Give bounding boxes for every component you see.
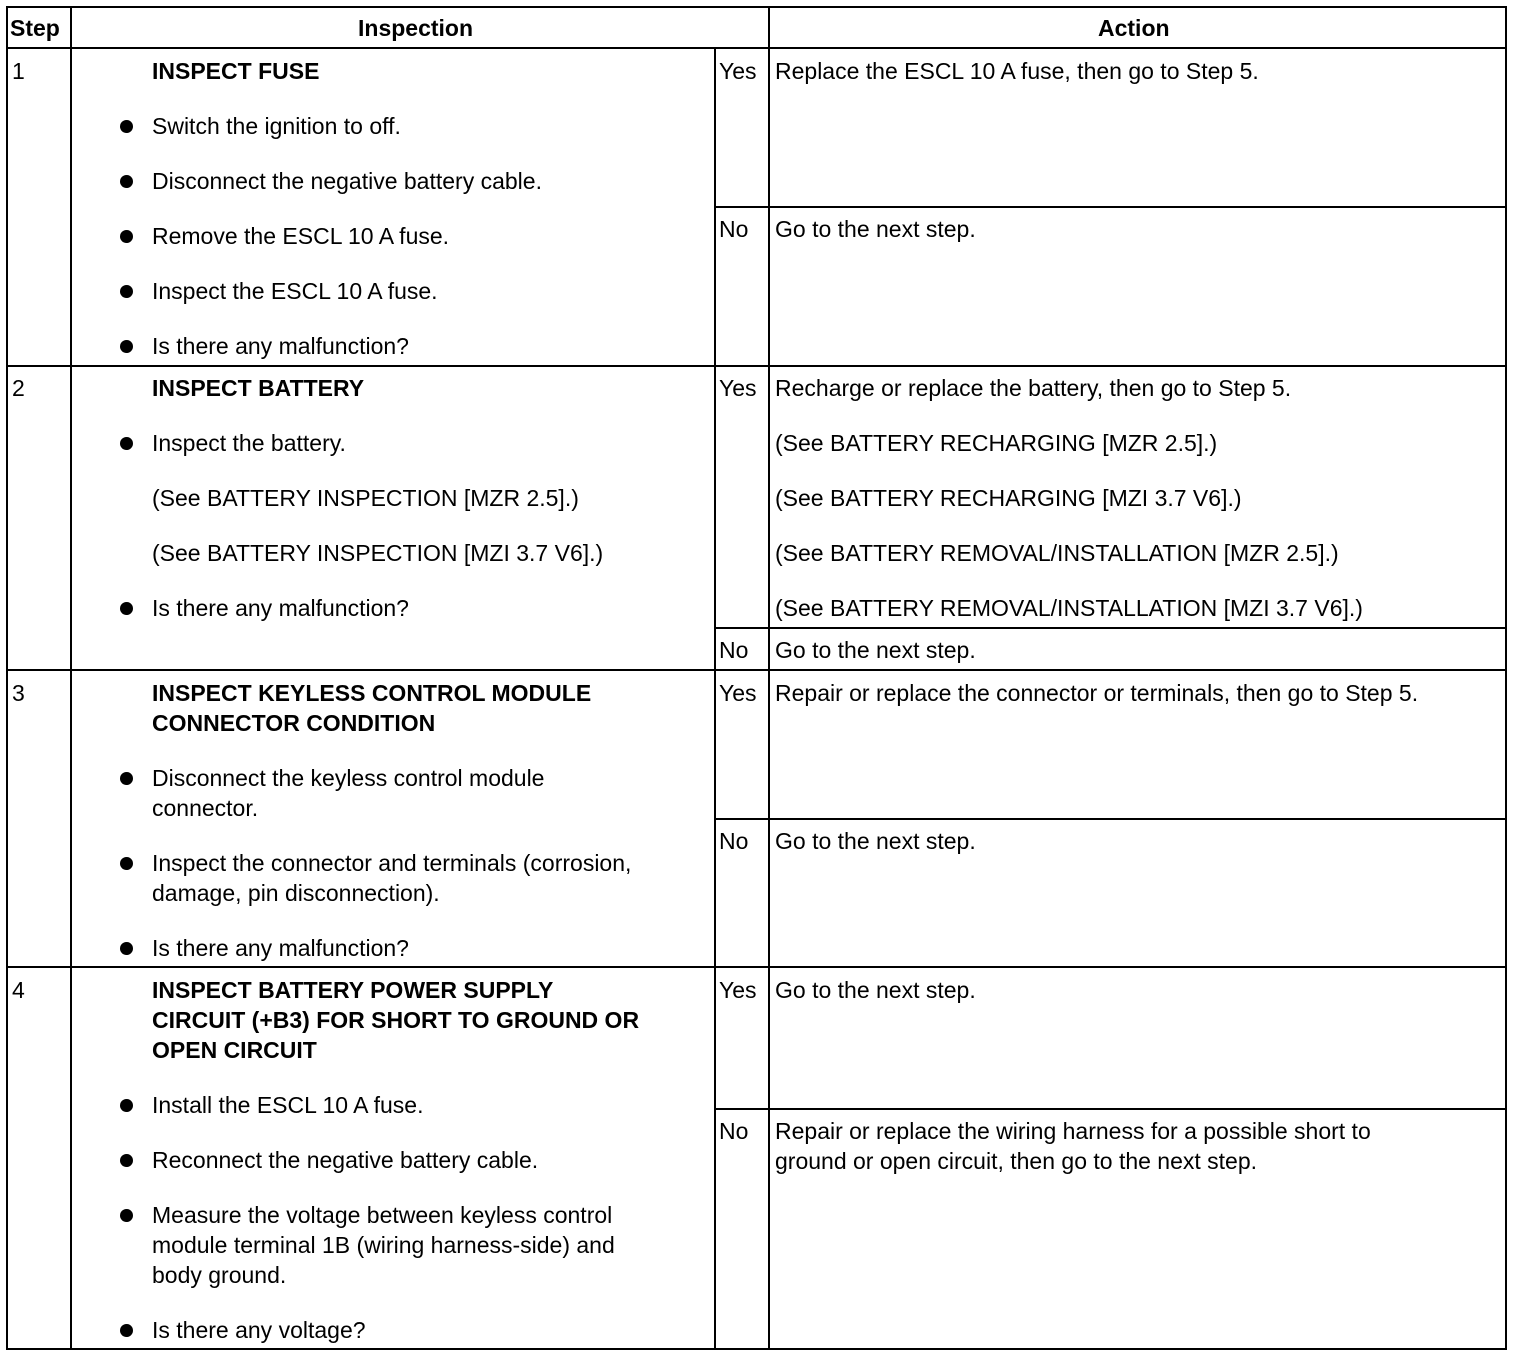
yes-label: Yes	[719, 680, 757, 706]
no-action: Go to the next step.	[775, 637, 976, 663]
bullet-icon	[120, 857, 133, 870]
yes-label: Yes	[719, 58, 757, 84]
step-number: 4	[12, 977, 25, 1003]
col-divider-action	[768, 8, 770, 1348]
header-action: Action	[1098, 15, 1170, 41]
inspection-item: Is there any voltage?	[152, 1317, 366, 1343]
row2-divider	[8, 669, 1505, 671]
bullet-icon	[120, 1324, 133, 1337]
bullet-icon	[120, 1209, 133, 1222]
yes-action: Repair or replace the connector or terminals, then go to Step 5.	[775, 680, 1419, 706]
bullet-icon	[120, 340, 133, 353]
inspection-title: INSPECT FUSE	[152, 58, 320, 84]
header-step: Step	[10, 15, 60, 41]
inspection-item: body ground.	[152, 1262, 287, 1288]
inspection-reference: (See BATTERY INSPECTION [MZI 3.7 V6].)	[152, 540, 604, 566]
bullet-icon	[120, 285, 133, 298]
inspection-item: module terminal 1B (wiring harness-side) and	[152, 1232, 615, 1258]
inspection-item: Is there any malfunction?	[152, 935, 409, 961]
bullet-icon	[120, 175, 133, 188]
inspection-item: Inspect the ESCL 10 A fuse.	[152, 278, 438, 304]
yes-action-reference: (See BATTERY RECHARGING [MZI 3.7 V6].)	[775, 485, 1242, 511]
no-label: No	[719, 216, 749, 242]
inspection-item: Disconnect the negative battery cable.	[152, 168, 542, 194]
no-label: No	[719, 637, 749, 663]
diagnostic-procedure-table	[6, 6, 1507, 1350]
col-divider-yesno	[714, 48, 716, 1348]
bullet-icon	[120, 437, 133, 450]
bullet-icon	[120, 602, 133, 615]
inspection-title: INSPECT BATTERY	[152, 375, 365, 401]
inspection-title: CONNECTOR CONDITION	[152, 710, 436, 736]
bullet-icon	[120, 772, 133, 785]
inspection-title: CIRCUIT (+B3) FOR SHORT TO GROUND OR	[152, 1007, 640, 1033]
inspection-item: Inspect the connector and terminals (corrosion,	[152, 850, 632, 876]
no-action: Go to the next step.	[775, 216, 976, 242]
row1-divider	[8, 365, 1505, 367]
row2-yesno-divider	[714, 627, 1505, 629]
header-divider	[8, 47, 1505, 49]
yes-action-reference: (See BATTERY REMOVAL/INSTALLATION [MZI 3.7 V6].)	[775, 595, 1363, 621]
inspection-item: connector.	[152, 795, 259, 821]
inspection-item: Disconnect the keyless control module	[152, 765, 545, 791]
yes-action: Replace the ESCL 10 A fuse, then go to Step 5.	[775, 58, 1259, 84]
yes-action: Go to the next step.	[775, 977, 976, 1003]
inspection-title: INSPECT KEYLESS CONTROL MODULE	[152, 680, 592, 706]
row3-yesno-divider	[714, 818, 1505, 820]
yes-label: Yes	[719, 977, 757, 1003]
row4-yesno-divider	[714, 1108, 1505, 1110]
inspection-item: Remove the ESCL 10 A fuse.	[152, 223, 450, 249]
row1-yesno-divider	[714, 206, 1505, 208]
inspection-item: Switch the ignition to off.	[152, 113, 401, 139]
bullet-icon	[120, 1099, 133, 1112]
inspection-item: Is there any malfunction?	[152, 333, 409, 359]
bullet-icon	[120, 942, 133, 955]
inspection-item: Reconnect the negative battery cable.	[152, 1147, 539, 1173]
inspection-title: INSPECT BATTERY POWER SUPPLY	[152, 977, 554, 1003]
col-divider-step	[70, 8, 72, 1348]
inspection-item: Install the ESCL 10 A fuse.	[152, 1092, 424, 1118]
bullet-icon	[120, 1154, 133, 1167]
no-label: No	[719, 828, 749, 854]
inspection-item: Inspect the battery.	[152, 430, 346, 456]
inspection-item: damage, pin disconnection).	[152, 880, 440, 906]
header-inspection: Inspection	[358, 15, 474, 41]
inspection-item: Is there any malfunction?	[152, 595, 409, 621]
step-number: 2	[12, 375, 25, 401]
yes-label: Yes	[719, 375, 757, 401]
no-action: Repair or replace the wiring harness for a possible short to	[775, 1118, 1371, 1144]
step-number: 1	[12, 58, 25, 84]
yes-action-reference: (See BATTERY REMOVAL/INSTALLATION [MZR 2.5].)	[775, 540, 1339, 566]
no-action: Go to the next step.	[775, 828, 976, 854]
step-number: 3	[12, 680, 25, 706]
bullet-icon	[120, 230, 133, 243]
inspection-item: Measure the voltage between keyless control	[152, 1202, 613, 1228]
inspection-reference: (See BATTERY INSPECTION [MZR 2.5].)	[152, 485, 579, 511]
yes-action: Recharge or replace the battery, then go to Step 5.	[775, 375, 1292, 401]
no-action: ground or open circuit, then go to the next step.	[775, 1148, 1258, 1174]
bullet-icon	[120, 120, 133, 133]
no-label: No	[719, 1118, 749, 1144]
row3-divider	[8, 966, 1505, 968]
yes-action-reference: (See BATTERY RECHARGING [MZR 2.5].)	[775, 430, 1218, 456]
inspection-title: OPEN CIRCUIT	[152, 1037, 317, 1063]
